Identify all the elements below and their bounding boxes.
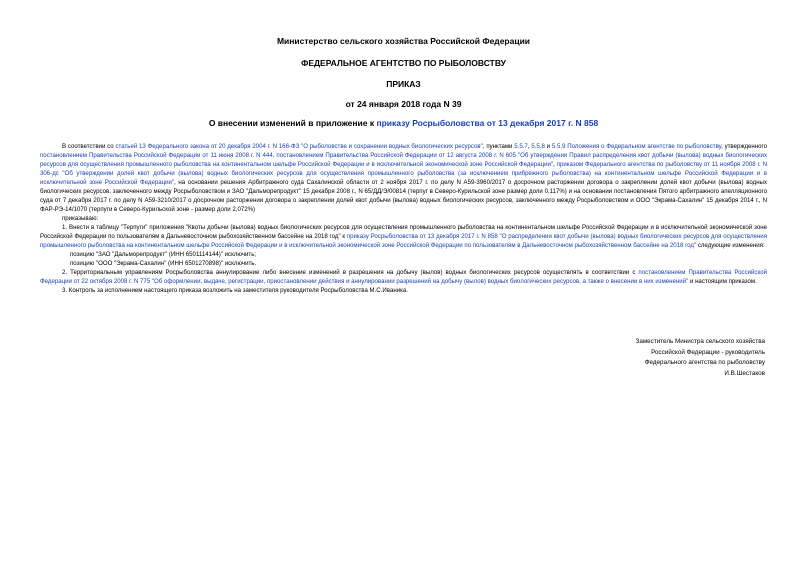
preamble-text: ,	[553, 161, 557, 168]
clause-559-link[interactable]: 5.5.9 Положения о Федеральном агентстве по рыболовству	[551, 143, 722, 150]
order-306dc-link[interactable]: приказом Федерального агентства по рыболовству от 11 ноября 2008 г. N 306-дс "Об утверждении долей квот добычи (вылова) водных биологических ресурсов для осуществления промышленного рыболовства (за исключением прибрежного рыболовства) на континентальном шельфе Российской Федерации и в исключительной зоне Российской Федерации"	[40, 161, 767, 186]
preamble-text: ,	[527, 143, 532, 150]
signature-line-2: Российской Федерации - руководитель	[651, 348, 765, 356]
preamble-text: и	[544, 143, 552, 150]
item-2-text: и настоящим приказом.	[688, 278, 757, 285]
item-2	[40, 268, 767, 286]
resolution-775-link[interactable]: постановлением Правительства Российской Федерации от 22 октября 2008 г. N 775 "Об оформлении, выдаче, регистрации, приостановлении действия и аннулировании разрешений на добычу (вылов) водных биологических ресурсов, а также о внесении в них изменений"	[40, 269, 767, 285]
signer-name: И.В.Шестаков	[724, 369, 765, 377]
order-word: приказываю:	[62, 215, 99, 222]
agency-heading: ФЕДЕРАЛЬНОЕ АГЕНТСТВО ПО РЫБОЛОВСТВУ	[301, 58, 506, 68]
preamble-text: , утвержденного	[721, 143, 767, 150]
signature-line-1: Заместитель Министра сельского хозяйства	[635, 338, 765, 345]
item-1-text: 1. Внести в таблицу "Терпуги" приложения "Квоты добычи (вылова) водных биологических ресурсов для осуществления промышленного рыболовства на континентальном шельфе Российской Федерации и в исключительной экономической зоне Российской Федерации по пользователям в Дальневосточном рыбохозяйственном бассейне на 2018 год" к	[40, 224, 767, 240]
signature-line-3: Федерального агентства по рыболовству	[644, 359, 765, 366]
document-body	[40, 142, 767, 295]
resolution-605-link[interactable]: постановлением Правительства Российской Федерации от 12 августа 2008 г. N 605 "Об утверждении Правил распределения квот добычи (вылова) водных биологических ресурсов для осуществления промышленного рыболовства на континентальном шельфе Российской Федерации и в исключительной экономической зоне Российской Федерации"	[40, 152, 768, 168]
document-date-number: от 24 января 2018 года N 39	[345, 99, 462, 109]
item-1-text: следующие изменения:	[696, 242, 765, 249]
item-1-position-b: позицию "ООО "Экрама-Сахалин" (ИНН 6501270898)" исключить.	[70, 260, 257, 267]
clause-558-link[interactable]: 5.5.8	[531, 143, 545, 150]
order-858-link[interactable]: приказу Росрыболовства от 13 декабря 2017 г. N 858 "О распределении квот добычи (вылова) водных биологических ресурсов для осуществления промышленного рыболовства на континентальном шельфе Российской Федерации и в исключительной экономической зоне Российской Федерации по пользователям в Дальневосточном рыбохозяйственном бассейне на 2018 год"	[40, 233, 768, 249]
preamble-paragraph	[40, 142, 767, 214]
item-3: 3. Контроль за исполнением настоящего приказа возложить на заместителя руководителя Росрыболовства М.С.Иваника.	[62, 287, 408, 294]
document-type: ПРИКАЗ	[386, 79, 421, 89]
document-page	[40, 34, 767, 295]
law-166fz-link[interactable]: статьей 13 Федерального закона от 20 декабря 2004 г. N 166-ФЗ "О рыболовстве и сохранении водных биологических ресурсов"	[115, 143, 483, 150]
clause-557-link[interactable]: 5.5.7	[514, 143, 528, 150]
item-2-text: 2. Территориальным управлениям Росрыболовства аннулирование либо внесение изменений в разрешения на добычу (вылов) водных биологических ресурсов осуществлять в соответствии с	[62, 269, 639, 276]
preamble-text: , пунктами	[482, 143, 515, 150]
ministry-heading: Министерство сельского хозяйства Российской Федерации	[276, 36, 531, 46]
preamble-text: , на основании решения Арбитражного суда Сахалинской области от 2 ноября 2017 г. по делу N А59-3960/2017 о досрочном расторжении договора о закреплении долей квот добычи (вылова) водных биологических ресурсов, заключенного между Росрыболовством и ЗАО "Дальморепродукт" 15 декабря 2008 г., N 65/ДД/Э/00814 (терпуг в Северо-Курильской зоне размер доли 0,117%) и на основании постановления Пятого арбитражного апелляционного суда от 7 декабря 2017 г. по делу N А59-3210/2017 о досрочном расторжении договора о закреплении долей квот добычи (вылова) водных биологических ресурсов, заключенного между Росрыболовством и ООО "Экрама-Сахалин" 15 декабря 2014 г., N ФАР-РЭ-14/1070 (терпуги в Северо-Курильской зоне - размер доли 2,072%)	[40, 179, 767, 213]
title-prefix: О внесении изменений в приложение к	[208, 118, 377, 128]
title-order-link[interactable]: приказу Росрыболовства от 13 декабря 2017 г. N 858	[376, 118, 599, 128]
preamble-text: В соответствии со	[62, 143, 116, 150]
item-1	[40, 223, 767, 250]
preamble-text: ,	[272, 152, 277, 159]
document-title	[40, 118, 767, 128]
signature-block	[636, 337, 765, 379]
item-1-position-a: позицию "ЗАО "Дальморепродукт" (ИНН 6501114144)" исключить;	[70, 251, 257, 258]
resolution-444-link[interactable]: постановлением Правительства Российской Федерации от 11 июня 2008 г. N 444	[40, 152, 273, 159]
